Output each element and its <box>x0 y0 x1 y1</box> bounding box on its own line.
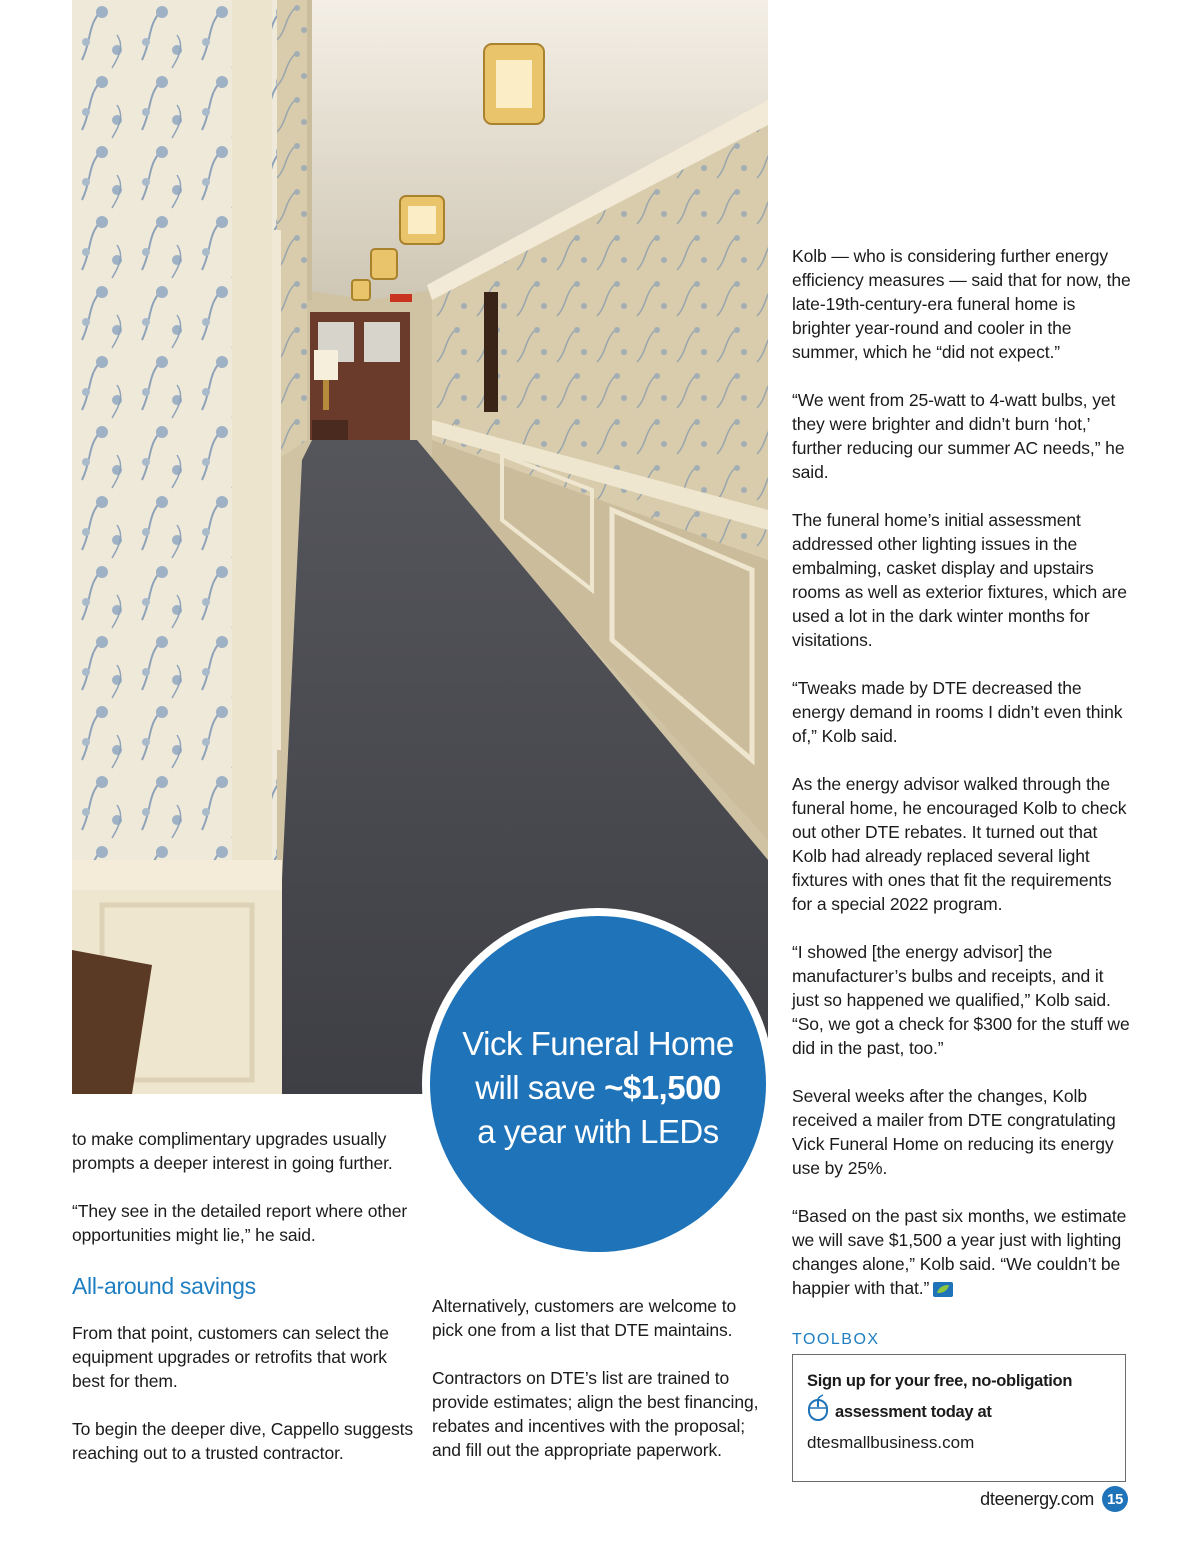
callout-line-2 <box>475 1066 721 1110</box>
toolbox-line-2 <box>807 1394 1111 1430</box>
mouse-icon <box>807 1394 829 1430</box>
body-paragraph: “I showed [the energy advisor] the manufacturer’s bulbs and receipts, and it just so happened we qualified,” Kolb said. “So, we got a check for $300 for the stuff we did in the past, too.” <box>792 942 1130 1058</box>
body-paragraph: Several weeks after the changes, Kolb received a mailer from DTE congratulating Vick Funeral Home on reducing its energy use by 25%. <box>792 1086 1116 1178</box>
right-column <box>792 244 1132 1303</box>
body-paragraph: “We went from 25-watt to 4-watt bulbs, yet they were brighter and didn’t burn ‘hot,’ further reducing our summer AC needs,” he said. <box>792 390 1125 482</box>
toolbox-label: TOOLBOX <box>792 1331 880 1348</box>
body-paragraph: Kolb — who is considering further energy efficiency measures — said that for now, the late-19th-century-era funeral home is brighter year-round and cooler in the summer, which he “did not expect.” <box>792 246 1131 362</box>
footer-site-link[interactable]: dteenergy.com <box>980 1488 1094 1509</box>
body-paragraph: The funeral home’s initial assessment addressed other lighting issues in the embalming, casket display and upstairs rooms as well as exterior fixtures, which are used a lot in the dark winter months for visitations. <box>792 510 1127 650</box>
toolbox-box <box>792 1354 1126 1482</box>
body-paragraph: “Tweaks made by DTE decreased the energy demand in rooms I didn’t even think of,” Kolb said. <box>792 678 1123 746</box>
callout-line-3: a year with LEDs <box>477 1113 719 1150</box>
body-paragraph-last <box>792 1204 1132 1303</box>
toolbox-line-1: Sign up for your free, no-obligation <box>807 1372 1073 1390</box>
body-paragraph: As the energy advisor walked through the funeral home, he encouraged Kolb to check out other DTE rebates. It turned out that Kolb had already replaced several light fixtures with ones that fit the requirements for a special 2022 program. <box>792 774 1127 914</box>
callout-amount: ~$1,500 <box>604 1069 721 1106</box>
callout-line-2-prefix: will save <box>475 1069 605 1106</box>
body-paragraph: to make complimentary upgrades usually prompts a deeper interest in going further. <box>72 1129 393 1173</box>
toolbox-url-link[interactable]: dtesmallbusiness.com <box>807 1433 975 1452</box>
leaf-icon <box>933 1279 953 1303</box>
left-column <box>72 1127 417 1465</box>
toolbox-line-2-text: assessment today at <box>835 1403 992 1421</box>
body-paragraph: “They see in the detailed report where other opportunities might lie,” he said. <box>72 1201 408 1245</box>
last-paragraph-text: “Based on the past six months, we estimate we will save $1,500 a year just with lighting changes alone,” Kolb said. “We couldn’t be happier with that.” <box>792 1206 1127 1298</box>
page-number: 15 <box>1102 1486 1128 1512</box>
body-paragraph: To begin the deeper dive, Cappello suggests reaching out to a trusted contractor. <box>72 1419 414 1463</box>
middle-column <box>432 1294 762 1462</box>
section-subhead: All-around savings <box>72 1273 256 1299</box>
page-footer <box>980 1486 1128 1512</box>
body-paragraph: From that point, customers can select the equipment upgrades or retrofits that work best for them. <box>72 1323 389 1391</box>
body-paragraph: Contractors on DTE’s list are trained to provide estimates; align the best financing, rebates and incentives with the proposal; and fill out the appropriate paperwork. <box>432 1368 759 1460</box>
callout-line-1: Vick Funeral Home <box>462 1025 734 1062</box>
body-paragraph: Alternatively, customers are welcome to pick one from a list that DTE maintains. <box>432 1296 737 1340</box>
savings-callout <box>430 916 766 1252</box>
